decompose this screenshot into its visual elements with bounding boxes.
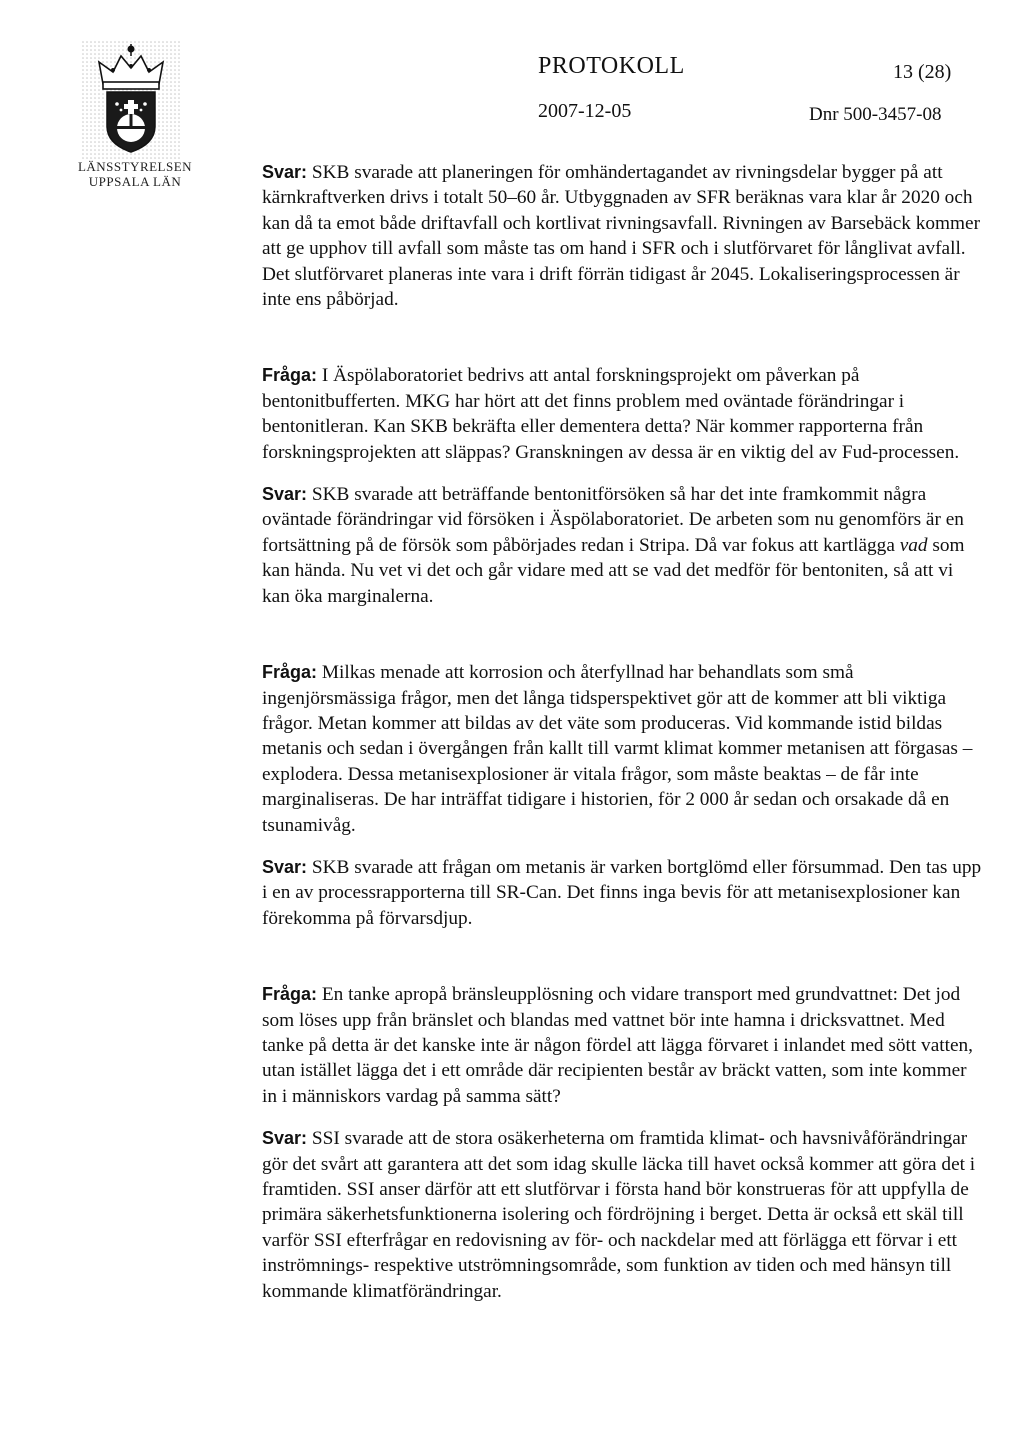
question-text: I Äspölaboratoriet bedrivs att antal forskningsprojekt om påverkan på bentonitbufferten. MKG har hört att det finns problem med oväntade förändringar i bentonitleran. Kan SKB bekräfta eller dementera detta? När kommer rapporterna från forskningsprojekten att släppas? Granskningen av dessa är en viktig del av Fud-processen. [262, 365, 960, 463]
document-title: PROTOKOLL [538, 53, 685, 79]
document-reference: Dnr 500-3457-08 [809, 104, 942, 125]
answer-text: SSI svarade att de stora osäkerheterna om framtida klimat- och havsnivåförändringar gör det svårt att garantera att det som idag skulle läcka till havet också kommer att göra det i framtiden. SSI anser därför att ett slutförvar i första hand bör konstrueras för att uppfylla de primära säkerhetsfunktionerna isolering och fördröjning i berget. Detta är också ett skäl till varför SSI efterfrågar en redovisning av för- och nackdelar med att förlägga ett förvar i ett inströmnings- respektive utströmningsområde, som funktion av tiden och med hänsyn till kommande klimatförändringar. [262, 1128, 976, 1302]
question-label: Fråga [262, 984, 312, 1005]
answer-label: Svar [262, 856, 302, 877]
answer-paragraph: Svar: SKB svarade att frågan om metanis är varken bortglömd eller försummad. Den tas upp i en av processrapporterna till SR-Can. Det finns inga bevis för att metanisexplosioner kan förekomma på förvarsdjup. [262, 856, 982, 929]
answer-label: Svar [262, 484, 302, 505]
answer-text: SKB svarade att planeringen för omhändertagandet av rivningsdelar bygger på att kärnkraftverken drivs i totalt 50–60 år. Utbyggnaden av SFR beräknas vara klar år 2020 och kan då ta emot både driftavfall och kortlivat rivningsavfall. Rivningen av Barsebäck kommer att ge upphov till avfall som måste tas om hand i SFR och i slutförvaret för långlivat avfall. Det slutförvaret planeras inte vara i drift förrän tidigast år 2045. Lokaliseringsprocessen är inte ens påbörjad. [262, 162, 981, 311]
answer-text-part: som kan hända. Nu vet vi det och går vidare med att se vad det medför för bentoniten, så att vi kan öka marginalerna. [262, 534, 965, 607]
question-paragraph: Fråga: I Äspölaboratoriet bedrivs att antal forskningsprojekt om påverkan på bentonitbufferten. MKG har hört att det finns problem med oväntade förändringar i bentonitleran. Kan SKB bekräfta eller dementera detta? När kommer rapporterna från forskningsprojekten att släppas? Granskningen av dessa är en viktig del av Fud-processen. [262, 365, 960, 463]
protocol-body [262, 160, 982, 1304]
answer-label: Svar [262, 162, 302, 182]
authority-logo [55, 40, 215, 189]
answer-label: Svar [262, 1128, 302, 1149]
answer-paragraph: Svar: SKB svarade att beträffande bentonitförsöken så har det inte framkommit några oväntade förändringar vid försöken i Äspölaboratoriet. De arbeten som nu genomförs är en fortsättning på de försök som påbörjades redan i Stripa. Då var fokus att kartlägga vad som kan hända. Nu vet vi det och går vidare med att se vad det medför för bentoniten, så att vi kan öka marginalerna. [262, 484, 965, 607]
emphasized-word: vad [899, 534, 928, 556]
authority-name: LÄNSSTYRELSEN [77, 159, 193, 174]
page-number: 13 (28) [893, 61, 952, 83]
question-label: Fråga [262, 365, 312, 386]
question-text: En tanke apropå bränsleupplösning och vidare transport med grundvattnet: Det jod som löses upp från bränslet och blandas med vattnet bör inte hamna i dricksvattnet. Med tanke på detta är det kanske inte är någon fördel att lägga förvaret i inlandet med sött vatten, utan istället lägga det i ett område där recipienten består av bräckt vatten, som inte kommer in i människors vardag på samma sätt? [262, 984, 973, 1107]
question-text: Milkas menade att korrosion och återfyllnad har behandlats som små ingenjörsmässiga frågor, men det långa tidsperspektivet gör att de kommer att bli viktiga frågor. Metan kommer att bildas av det väte som produceras. Vid kommande istid bildas metanis och sedan i övergången från kallt till varmt klimat kommer metanisen att förgasas – explodera. Dessa metanisexplosioner är vitala frågor, som måste beaktas – de får inte marginaliseras. De har inträffat tidigare i historien, för 2 000 år sedan och orsakade då en tsunamivåg. [262, 662, 973, 836]
answer-text: SKB svarade att frågan om metanis är varken bortglömd eller försummad. Den tas upp i en av processrapporterna till SR-Can. Det finns inga bevis för att metanisexplosioner kan förekomma på förvarsdjup. [262, 856, 982, 929]
answer-text-part: SKB svarade att beträffande bentonitförsöken så har det inte framkommit några oväntade förändringar vid försöken i Äspölaboratoriet. De arbeten som nu genomförs är en fortsättning på de försök som påbörjades redan i Stripa. Då var fokus att kartlägga [262, 484, 964, 556]
question-label: Fråga [262, 662, 312, 683]
crowned-coat-of-arms-icon [81, 40, 181, 168]
document-date: 2007-12-05 [538, 100, 632, 122]
question-paragraph: Fråga: Milkas menade att korrosion och återfyllnad har behandlats som små ingenjörsmässiga frågor, men det långa tidsperspektivet gör att de kommer att bli viktiga frågor. Metan kommer att bildas av det väte som produceras. Vid kommande istid bildas metanis och sedan i övergången från kallt till varmt klimat kommer metanisen att förgasas – explodera. Dessa metanisexplosioner är vitala frågor, som måste beaktas – de får inte marginaliseras. De har inträffat tidigare i historien, för 2 000 år sedan och orsakade då en tsunamivåg. [262, 662, 973, 836]
question-paragraph: Fråga: En tanke apropå bränsleupplösning och vidare transport med grundvattnet: Det jod som löses upp från bränslet och blandas med vattnet bör inte hamna i dricksvattnet. Med tanke på detta är det kanske inte är någon fördel att lägga förvaret i inlandet med sött vatten, utan istället lägga det i ett område där recipienten består av bräckt vatten, som inte kommer in i människors vardag på samma sätt? [262, 984, 973, 1107]
authority-region: UPPSALA LÄN [88, 174, 182, 189]
answer-paragraph: Svar: SKB svarade att planeringen för omhändertagandet av rivningsdelar bygger på att kärnkraftverken drivs i totalt 50–60 år. Utbyggnaden av SFR beräknas vara klar år 2020 och kan då ta emot både driftavfall och kortlivat rivningsavfall. Rivningen av Barsebäck kommer att ge upphov till avfall som måste tas om hand i SFR och i slutförvaret för långlivat avfall. Det slutförvaret planeras inte vara i drift förrän tidigast år 2045. Lokaliseringsprocessen är inte ens påbörjad. [262, 162, 981, 311]
answer-paragraph: Svar: SSI svarade att de stora osäkerheterna om framtida klimat- och havsnivåförändringar gör det svårt att garantera att det som idag skulle läcka till havet också kommer att göra det i framtiden. SSI anser därför att ett slutförvar i första hand bör konstrueras för att uppfylla de primära säkerhetsfunktionerna isolering och fördröjning i berget. Detta är också ett skäl till varför SSI efterfrågar en redovisning av för- och nackdelar med att förlägga ett förvar i ett inströmnings- respektive utströmningsområde, som funktion av tiden och med hänsyn till kommande klimatförändringar. [262, 1128, 976, 1302]
